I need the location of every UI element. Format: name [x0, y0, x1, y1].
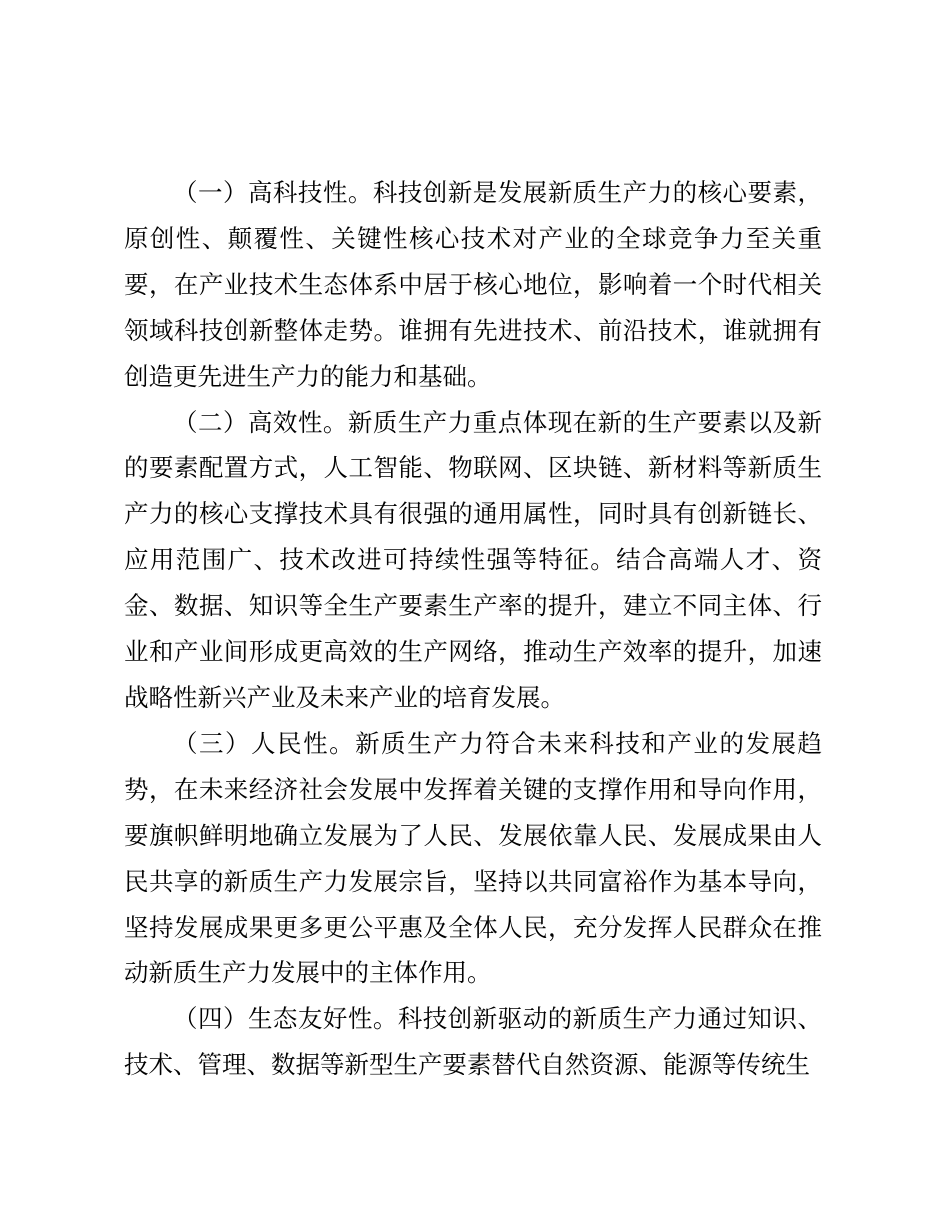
paragraph-text: 科技创新是发展新质生产力的核心要素，原创性、颠覆性、关键性核心技术对产业的全球竞争力至关重要，在产业技术生态体系中居于核心地位，影响着一个时代相关领域科技创新整体走势。谁拥有先进技术、前沿技术，谁就拥有创造更先进生产力的能力和基础。 [124, 178, 823, 391]
paragraph-text: 科技创新驱动的新质生产力通过知识、技术、管理、数据等新型生产要素替代自然资源、能源等传统生 [124, 1004, 823, 1080]
document-body [124, 170, 822, 1088]
paragraph-high-efficiency [124, 400, 822, 721]
paragraph-people-oriented [124, 721, 822, 996]
paragraph-heading: （二）高效性。 [173, 407, 348, 437]
paragraph-heading: （一）高科技性。 [173, 178, 373, 207]
paragraph-high-tech [124, 170, 822, 400]
paragraph-text: 新质生产力符合未来科技和产业的发展趋势，在未来经济社会发展中发挥着关键的支撑作用和导向作用，要旗帜鲜明地确立发展为了人民、发展依靠人民、发展成果由人民共享的新质生产力发展宗旨，坚持以共同富裕作为基本导向，坚持发展成果更多更公平惠及全体人民，充分发挥人民群众在推动新质生产力发展中的主体作用。 [124, 728, 823, 988]
paragraph-text: 新质生产力重点体现在新的生产要素以及新的要素配置方式，人工智能、物联网、区块链、新材料等新质生产力的核心支撑技术具有很强的通用属性，同时具有创新链长、应用范围广、技术改进可持续性强等特征。结合高端人才、资金、数据、知识等全生产要素生产率的提升，建立不同主体、行业和产业间形成更高效的生产网络，推动生产效率的提升，加速战略性新兴产业及未来产业的培育发展。 [124, 407, 822, 712]
paragraph-heading: （三）人民性。 [173, 728, 356, 758]
paragraph-heading: （四）生态友好性。 [173, 1004, 398, 1034]
paragraph-eco-friendly [124, 996, 822, 1088]
